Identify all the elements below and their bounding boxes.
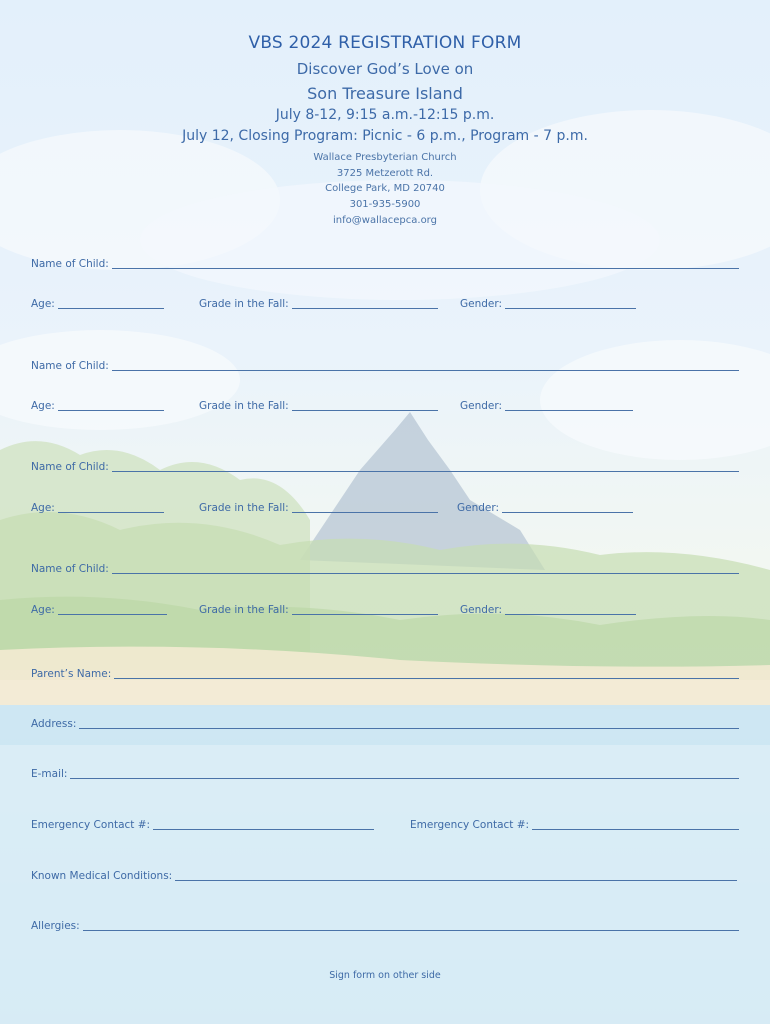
child-1-gender-field[interactable] [460, 294, 636, 310]
address-field[interactable] [31, 714, 739, 730]
child-name-label: Name of Child: [31, 360, 109, 372]
input-line[interactable] [502, 512, 633, 513]
church-email: info@wallacepca.org [333, 215, 437, 226]
theme-line-2: Son Treasure Island [307, 84, 463, 103]
input-line[interactable] [505, 308, 636, 309]
age-label: Age: [31, 502, 55, 514]
child-2-gender-field[interactable] [460, 396, 633, 412]
input-line[interactable] [112, 471, 739, 472]
input-line[interactable] [112, 370, 739, 371]
church-phone: 301-935-5900 [349, 199, 421, 210]
child-3-gender-field[interactable] [457, 498, 633, 514]
age-label: Age: [31, 400, 55, 412]
footer-note: Sign form on other side [329, 970, 441, 981]
input-line[interactable] [83, 930, 739, 931]
church-name: Wallace Presbyterian Church [313, 152, 457, 163]
allergies-label: Allergies: [31, 920, 80, 932]
medical-label: Known Medical Conditions: [31, 870, 173, 882]
email-field[interactable] [31, 764, 739, 780]
input-line[interactable] [292, 512, 438, 513]
input-line[interactable] [292, 410, 438, 411]
event-dates: July 8-12, 9:15 a.m.-12:15 p.m. [275, 107, 495, 123]
gender-label: Gender: [460, 400, 503, 412]
grade-label: Grade in the Fall: [199, 298, 289, 310]
input-line[interactable] [112, 268, 739, 269]
input-line[interactable] [58, 410, 164, 411]
child-4-age-field[interactable] [31, 600, 167, 616]
child-1-name-field[interactable] [31, 254, 739, 270]
input-line[interactable] [532, 829, 739, 830]
form-title: VBS 2024 REGISTRATION FORM [248, 33, 522, 53]
age-label: Age: [31, 298, 55, 310]
age-label: Age: [31, 604, 55, 616]
grade-label: Grade in the Fall: [199, 400, 289, 412]
input-line[interactable] [114, 678, 739, 679]
child-2-grade-field[interactable] [199, 396, 438, 412]
child-name-label: Name of Child: [31, 258, 109, 270]
child-3-age-field[interactable] [31, 498, 164, 514]
allergies-field[interactable] [31, 916, 739, 932]
theme-line-1: Discover God’s Love on [296, 60, 474, 78]
emergency-contact-1-field[interactable] [31, 815, 374, 831]
emergency-label: Emergency Contact #: [410, 819, 530, 831]
input-line[interactable] [79, 728, 739, 729]
input-line[interactable] [505, 614, 636, 615]
input-line[interactable] [153, 829, 374, 830]
input-line[interactable] [505, 410, 633, 411]
child-name-label: Name of Child: [31, 563, 109, 575]
medical-conditions-field[interactable] [31, 866, 737, 882]
gender-label: Gender: [457, 502, 500, 514]
gender-label: Gender: [460, 298, 503, 310]
child-4-name-field[interactable] [31, 559, 739, 575]
emergency-label: Emergency Contact #: [31, 819, 151, 831]
child-1-age-field[interactable] [31, 294, 164, 310]
input-line[interactable] [292, 308, 438, 309]
input-line[interactable] [292, 614, 438, 615]
closing-program: July 12, Closing Program: Picnic - 6 p.m., Program - 7 p.m. [182, 128, 588, 144]
church-street: 3725 Metzerott Rd. [336, 168, 434, 179]
address-label: Address: [31, 718, 77, 730]
grade-label: Grade in the Fall: [199, 502, 289, 514]
grade-label: Grade in the Fall: [199, 604, 289, 616]
child-3-name-field[interactable] [31, 457, 739, 473]
child-3-grade-field[interactable] [199, 498, 438, 514]
child-2-age-field[interactable] [31, 396, 164, 412]
child-2-name-field[interactable] [31, 356, 739, 372]
emergency-contact-2-field[interactable] [410, 815, 739, 831]
child-4-gender-field[interactable] [460, 600, 636, 616]
email-label: E-mail: [31, 768, 68, 780]
gender-label: Gender: [460, 604, 503, 616]
input-line[interactable] [175, 880, 737, 881]
child-4-grade-field[interactable] [199, 600, 438, 616]
parent-name-field[interactable] [31, 664, 739, 680]
input-line[interactable] [58, 614, 167, 615]
input-line[interactable] [112, 573, 739, 574]
input-line[interactable] [58, 308, 164, 309]
church-city: College Park, MD 20740 [325, 183, 445, 194]
parent-name-label: Parent’s Name: [31, 668, 112, 680]
input-line[interactable] [58, 512, 164, 513]
child-1-grade-field[interactable] [199, 294, 438, 310]
input-line[interactable] [70, 778, 739, 779]
child-name-label: Name of Child: [31, 461, 109, 473]
